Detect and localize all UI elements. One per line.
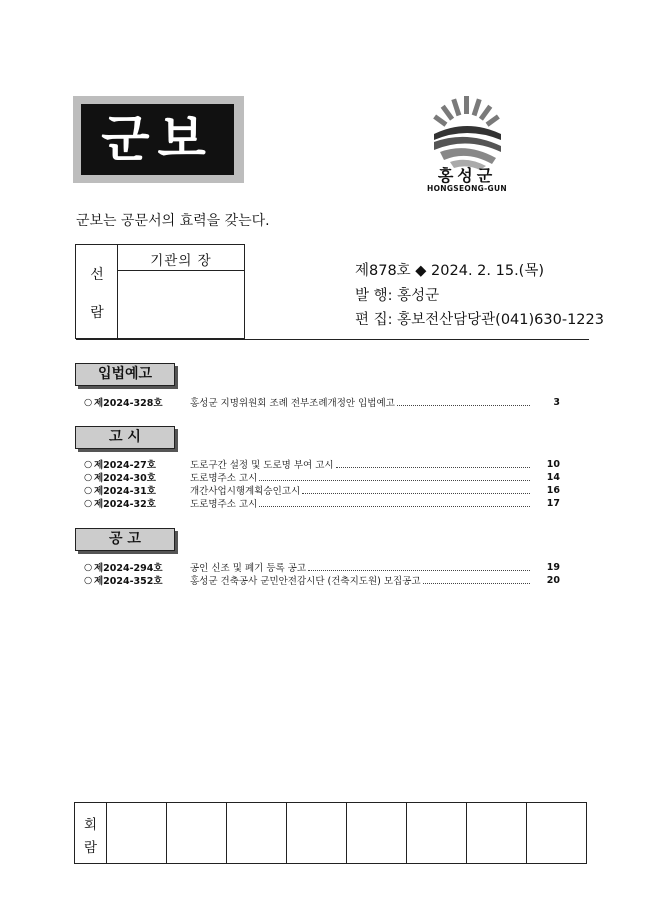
toc-row[interactable] (84, 483, 560, 497)
leader-dots (259, 499, 530, 507)
notice-number: 제2024-294호 (94, 563, 163, 574)
circulation-col-line (526, 802, 527, 864)
leader-dots (302, 486, 530, 494)
hongseong-logo-icon (430, 94, 505, 172)
masthead-title: 군보 (81, 104, 234, 175)
circulation-col-line (286, 802, 287, 864)
notice-number: 제2024-31호 (94, 486, 156, 497)
notice-number: 제2024-328호 (94, 398, 163, 409)
circulation-label-top: 회 (83, 817, 98, 833)
bullet: ○ (84, 497, 93, 509)
section-heading-announcement: 공 고 (75, 528, 175, 551)
page-number: 19 (546, 561, 560, 573)
toc-row[interactable] (84, 496, 560, 510)
leader-dots (336, 460, 530, 468)
circulation-col-line (106, 802, 107, 864)
leader-dots (423, 576, 530, 584)
section-heading-notice: 고 시 (75, 426, 175, 449)
page-number: 3 (553, 396, 560, 408)
approval-head: 기관의 장 (150, 253, 212, 269)
circulation-label-bottom: 람 (83, 840, 98, 856)
circulation-col-line (226, 802, 227, 864)
approval-label-top: 선 (90, 267, 104, 283)
notice-number: 제2024-352호 (94, 576, 163, 587)
notice-title: 도로명주소 고시 (190, 499, 258, 510)
notice-title: 도로구간 설정 및 도로명 부여 고시 (190, 460, 334, 471)
circulation-col-line (346, 802, 347, 864)
notice-title: 개간사업시행계획승인고시 (190, 486, 301, 497)
bullet: ○ (84, 471, 93, 483)
notice-title: 공인 신조 및 폐기 등록 공고 (190, 563, 307, 574)
page-number: 17 (546, 497, 560, 509)
notice-number: 제2024-32호 (94, 499, 156, 510)
legal-effect-note: 군보는 공문서의 효력을 갖는다. (76, 213, 270, 229)
section-heading-legislation: 입법예고 (75, 363, 175, 386)
leader-dots (259, 473, 530, 481)
toc-row[interactable] (84, 560, 560, 574)
notice-title: 홍성군 건축공사 군민안전감시단 (건축지도원) 모집공고 (190, 576, 421, 587)
page-number: 10 (546, 458, 560, 470)
notice-number: 제2024-27호 (94, 460, 156, 471)
bullet: ○ (84, 396, 93, 408)
approval-head-line (117, 270, 245, 271)
leader-dots (308, 563, 530, 571)
page-number: 14 (546, 471, 560, 483)
leader-dots (397, 398, 530, 406)
toc-row[interactable] (84, 573, 560, 587)
toc-row[interactable] (84, 470, 560, 484)
notice-number: 제2024-30호 (94, 473, 156, 484)
toc-row[interactable] (84, 457, 560, 471)
page-number: 20 (546, 574, 560, 586)
page-number: 16 (546, 484, 560, 496)
circulation-col-line (406, 802, 407, 864)
toc-row[interactable] (84, 395, 560, 409)
issue-publisher: 발 행: 홍성군 (355, 288, 440, 304)
issue-number-date: 제878호 ◆ 2024. 2. 15.(목) (355, 263, 545, 279)
bullet: ○ (84, 574, 93, 586)
circulation-col-line (466, 802, 467, 864)
header-rule (76, 339, 589, 340)
notice-title: 도로명주소 고시 (190, 473, 258, 484)
issue-editor: 편 집: 홍보전산담당관(041)630-1223 (355, 312, 604, 328)
circulation-box (74, 802, 587, 864)
logo-subtitle: HONGSEONG-GUN (427, 184, 507, 193)
circulation-col-line (166, 802, 167, 864)
bullet: ○ (84, 484, 93, 496)
logo-name: 홍성군 (437, 166, 497, 185)
bullet: ○ (84, 458, 93, 470)
approval-label-bottom: 람 (90, 305, 104, 321)
notice-title: 홍성군 지명위원회 조례 전부조례개정안 입법예고 (190, 398, 395, 409)
bullet: ○ (84, 561, 93, 573)
